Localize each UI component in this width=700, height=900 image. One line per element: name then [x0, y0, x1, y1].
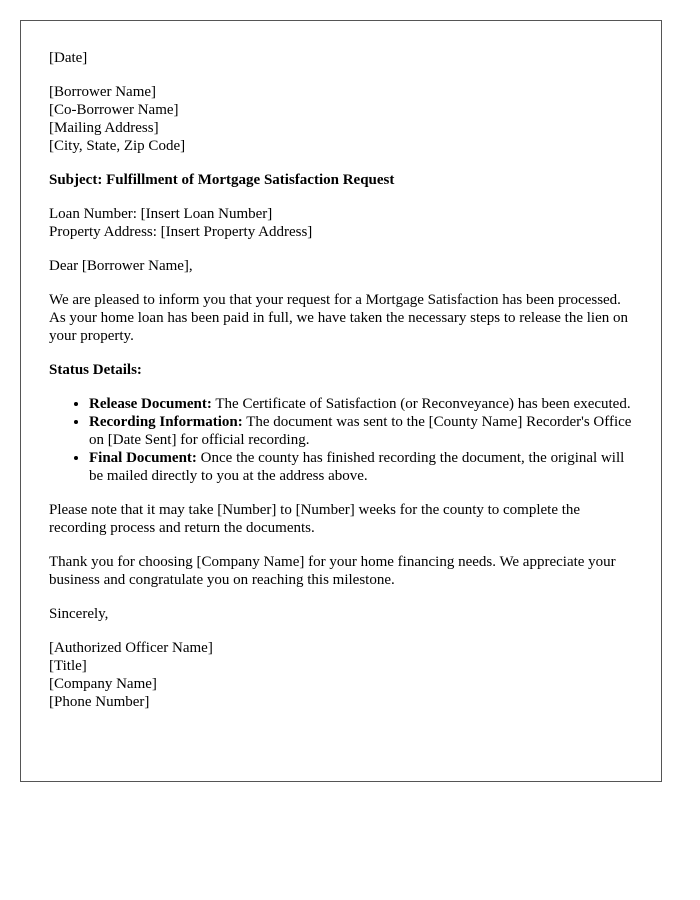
status-item-label: Recording Information: — [89, 414, 243, 430]
letter-page — [20, 20, 662, 782]
letter-subject: Subject: Fulfillment of Mortgage Satisfaction Request — [49, 172, 395, 188]
status-details-list — [49, 395, 633, 485]
property-address: Property Address: [Insert Property Address] — [49, 224, 313, 240]
signature-phone-number: [Phone Number] — [49, 694, 150, 710]
status-details-heading: Status Details: — [49, 362, 142, 378]
signature-company-name: [Company Name] — [49, 676, 157, 692]
letter-note-paragraph: Please note that it may take [Number] to [Number] weeks for the county to complete the recording process and return the documents. — [49, 502, 581, 536]
recipient-borrower-name: [Borrower Name] — [49, 84, 157, 100]
status-item-text: Once the county has finished recording the document, the original will be mailed directly to you at the address above. — [89, 450, 625, 484]
status-item-label: Release Document: — [89, 396, 212, 412]
letter-salutation: Dear [Borrower Name], — [49, 258, 193, 274]
signature-block — [49, 639, 633, 711]
recipient-city-state-zip: [City, State, Zip Code] — [49, 138, 186, 154]
loan-number: Loan Number: [Insert Loan Number] — [49, 206, 273, 222]
status-item-label: Final Document: — [89, 450, 197, 466]
status-item-recording-information — [89, 413, 633, 449]
loan-info-block — [49, 205, 633, 241]
recipient-mailing-address: [Mailing Address] — [49, 120, 159, 136]
signature-title: [Title] — [49, 658, 87, 674]
letter-closing: Sincerely, — [49, 606, 109, 622]
signature-officer-name: [Authorized Officer Name] — [49, 640, 213, 656]
status-item-release-document — [89, 395, 633, 413]
recipient-block — [49, 83, 633, 155]
letter-date: [Date] — [49, 50, 88, 66]
letter-intro-paragraph: We are pleased to inform you that your request for a Mortgage Satisfaction has been processed. As your home loan has been paid in full, we have taken the necessary steps to release the lien on your property. — [49, 292, 628, 344]
letter-thanks-paragraph: Thank you for choosing [Company Name] for your home financing needs. We appreciate your business and congratulate you on reaching this milestone. — [49, 554, 616, 588]
status-item-text: The document was sent to the [County Name] Recorder's Office on [Date Sent] for official recording. — [89, 414, 632, 448]
status-item-final-document — [89, 449, 633, 485]
recipient-co-borrower-name: [Co-Borrower Name] — [49, 102, 179, 118]
status-item-text: The Certificate of Satisfaction (or Reconveyance) has been executed. — [211, 396, 631, 412]
